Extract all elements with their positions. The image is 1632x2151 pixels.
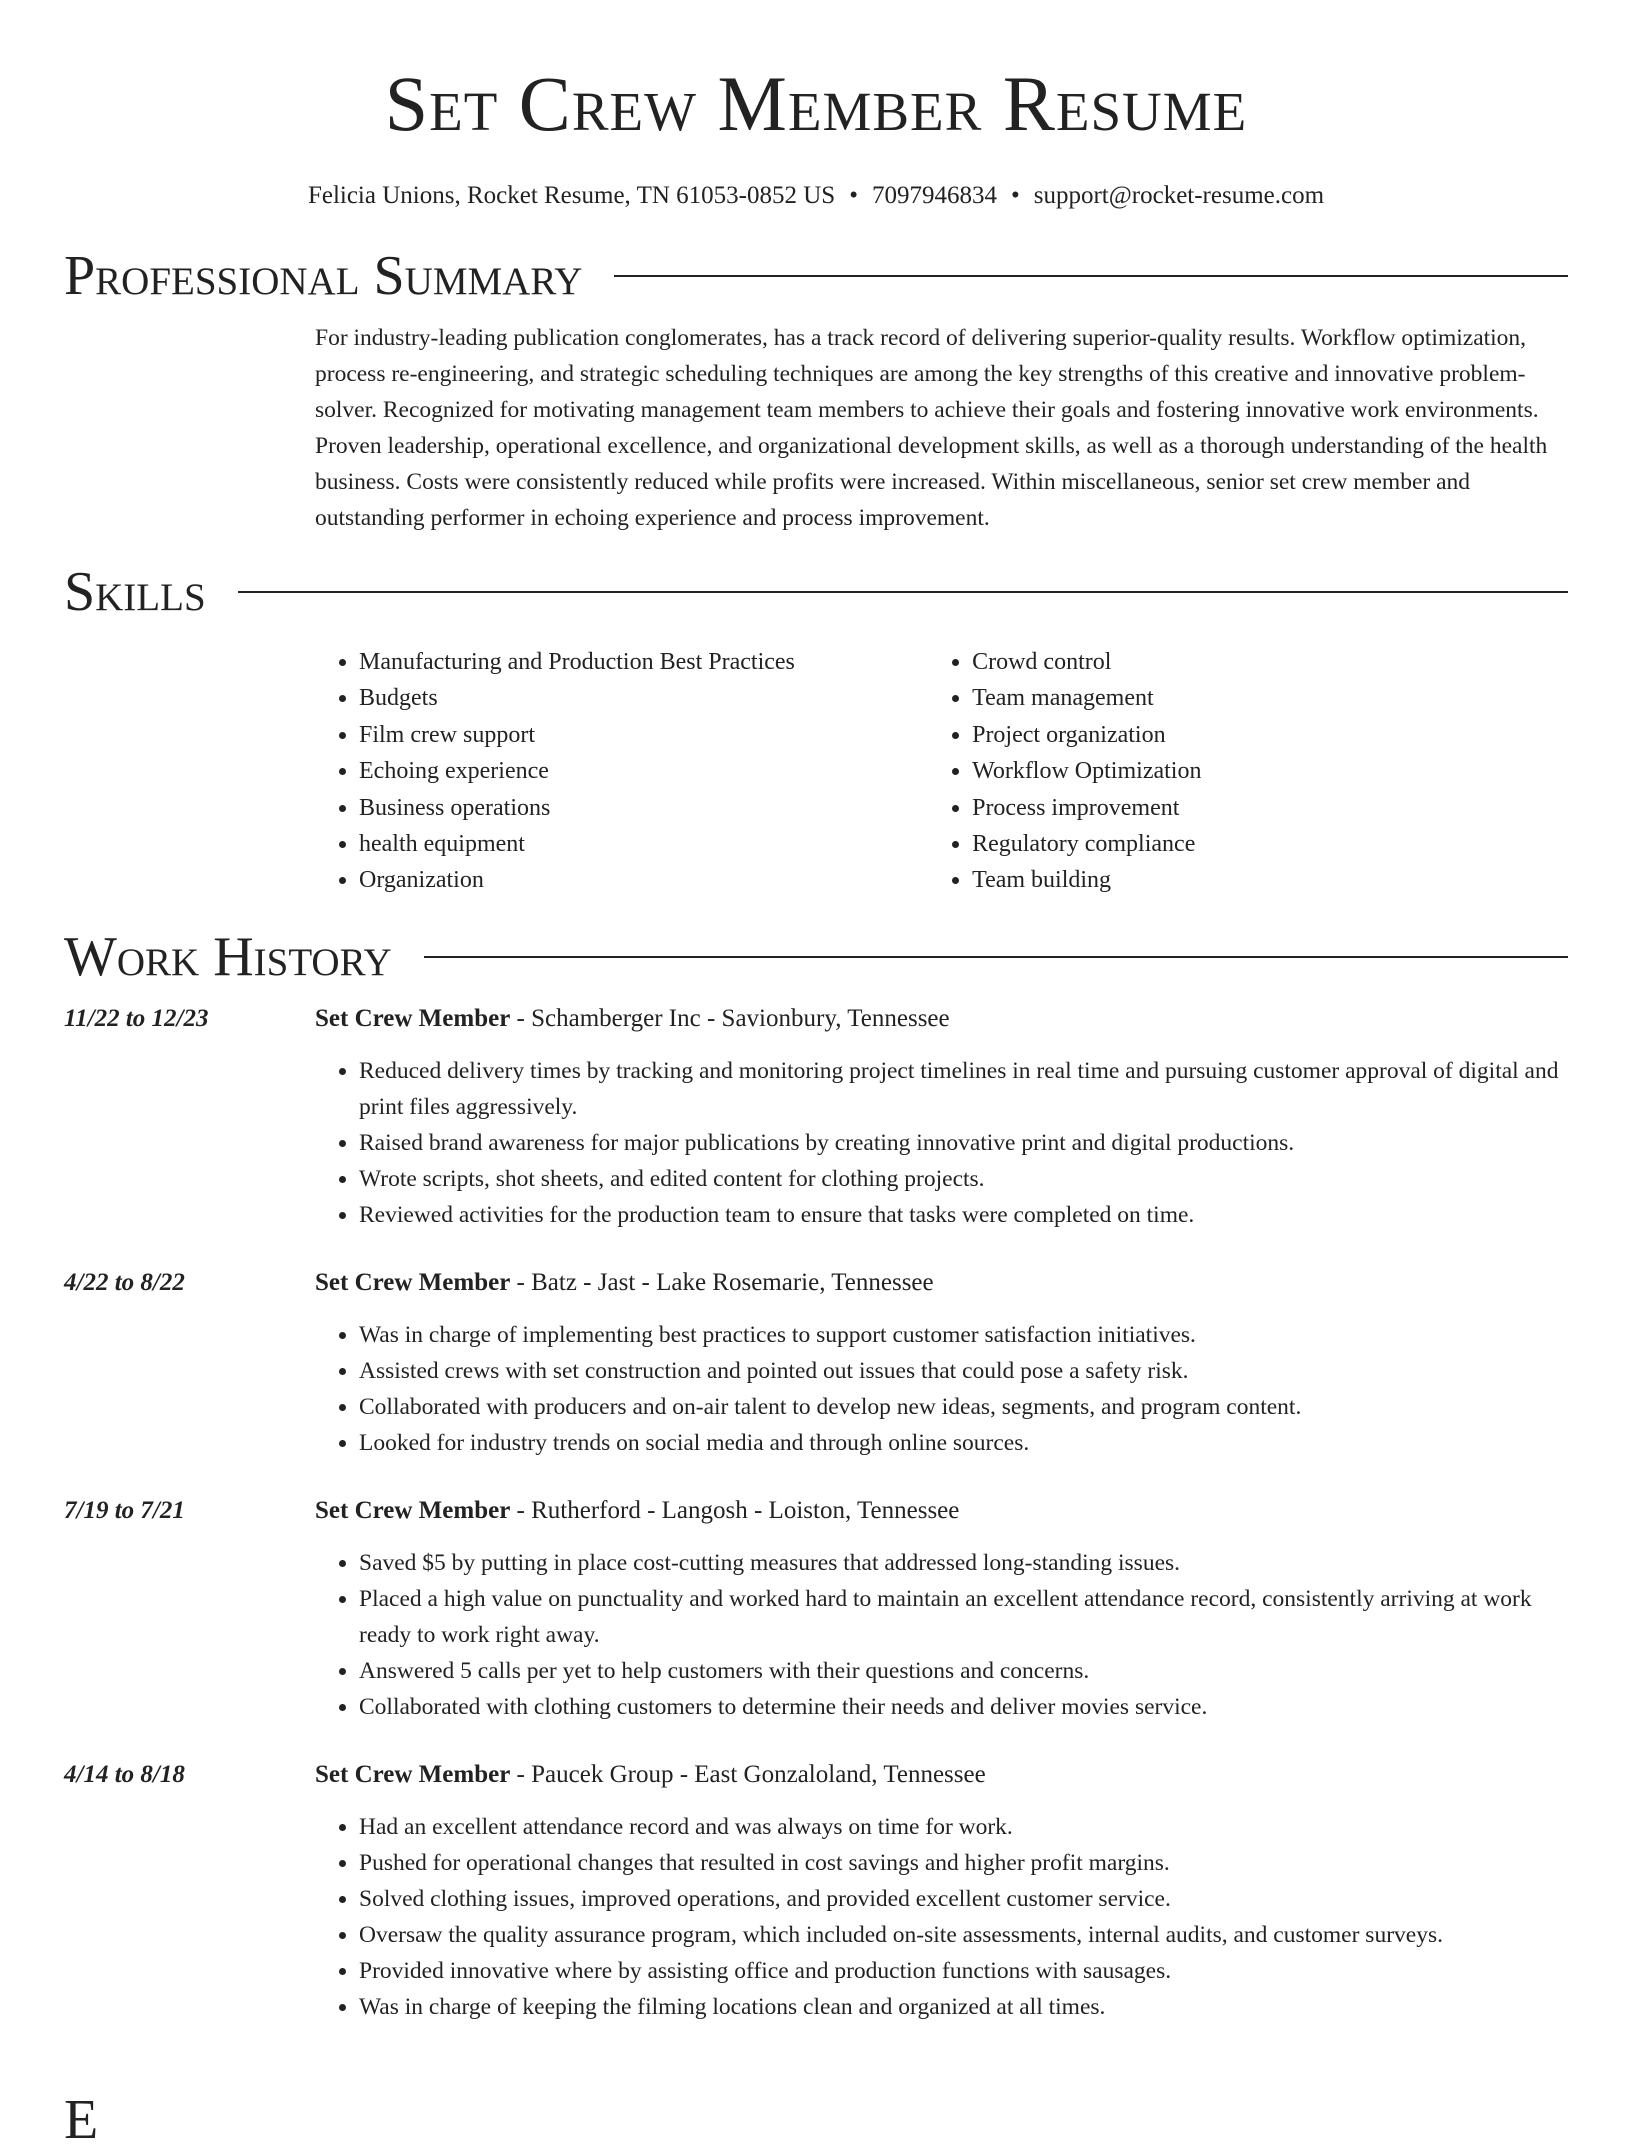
- skills-section-header: [64, 562, 1568, 622]
- job-bullet: • Collaborated with clothing customers to determine their needs and deliver movies service.: [359, 1689, 1568, 1725]
- job-dates: 4/14 to 8/18: [64, 1760, 185, 1788]
- job-heading: [315, 1267, 1568, 1299]
- job-employer: - Rutherford - Langosh - Loiston, Tennessee: [510, 1496, 960, 1524]
- skill-item: • Project organization: [972, 717, 1568, 753]
- job-bullet: • Saved $5 by putting in place cost-cutting measures that addressed long-standing issues.: [359, 1545, 1568, 1581]
- job-employer: - Paucek Group - East Gonzaloland, Tennessee: [510, 1760, 986, 1788]
- job-role: Set Crew Member: [315, 1004, 511, 1032]
- contact-separator: •: [849, 182, 858, 209]
- skills-column-2: [928, 644, 1568, 899]
- section-divider: [238, 591, 1568, 593]
- job-bullet: • Assisted crews with set construction and pointed out issues that could pose a safety risk.: [359, 1353, 1568, 1389]
- job-bullet: • Looked for industry trends on social media and through online sources.: [359, 1425, 1568, 1461]
- job-bullet: • Provided innovative where by assisting office and production functions with sausages.: [359, 1953, 1568, 1989]
- job-bullets: [315, 1809, 1568, 2025]
- skill-item: • Business operations: [359, 790, 928, 826]
- job-heading: [315, 1495, 1568, 1527]
- skill-item: • Crowd control: [972, 644, 1568, 680]
- contact-separator: •: [1010, 182, 1020, 209]
- job-heading: [315, 1759, 1568, 1791]
- contact-email: support@rocket-resume.com: [1033, 182, 1325, 209]
- skills-heading: Skills: [64, 561, 206, 623]
- job-bullet: • Raised brand awareness for major publications by creating innovative print and digital productions.: [359, 1125, 1568, 1161]
- skill-item: • Film crew support: [359, 717, 928, 753]
- summary-heading: Professional Summary: [64, 245, 583, 307]
- summary-section-header: [64, 246, 1568, 306]
- job-bullet: • Was in charge of keeping the filming locations clean and organized at all times.: [359, 1989, 1568, 2025]
- job-dates: 11/22 to 12/23: [64, 1004, 209, 1032]
- skill-item: • Process improvement: [972, 790, 1568, 826]
- job-bullet: • Reduced delivery times by tracking and monitoring project timelines in real time and pursuing customer approval of digital and print files aggressively.: [359, 1053, 1568, 1125]
- job-bullet: • Placed a high value on punctuality and worked hard to maintain an excellent attendance record, consistently arriving at work ready to work right away.: [359, 1581, 1568, 1653]
- contact-phone: 7097946834: [871, 182, 997, 209]
- contact-line: [64, 180, 1568, 212]
- skill-item: • Budgets: [359, 680, 928, 716]
- job-entry: [64, 1003, 1568, 1233]
- job-employer: - Schamberger Inc - Savionbury, Tennessee: [510, 1004, 950, 1032]
- skills-column-1: [315, 644, 928, 899]
- resume-title: Set Crew Member Resume: [384, 60, 1248, 147]
- skill-item: • Organization: [359, 862, 928, 898]
- job-entry: [64, 1759, 1568, 2025]
- work-section-header: [64, 927, 1568, 987]
- job-entry: [64, 1495, 1568, 1725]
- job-bullet: • Wrote scripts, shot sheets, and edited content for clothing projects.: [359, 1161, 1568, 1197]
- job-bullets: [315, 1053, 1568, 1233]
- job-role: Set Crew Member: [315, 1760, 511, 1788]
- job-bullet: • Had an excellent attendance record and was always on time for work.: [359, 1809, 1568, 1845]
- job-bullets: [315, 1317, 1568, 1461]
- next-section-heading-cutoff: E: [64, 2089, 99, 2151]
- job-dates: 7/19 to 7/21: [64, 1496, 185, 1524]
- job-dates: 4/22 to 8/22: [64, 1268, 185, 1296]
- job-bullet: • Answered 5 calls per yet to help customers with their questions and concerns.: [359, 1653, 1568, 1689]
- job-heading: [315, 1003, 1568, 1035]
- section-divider: [424, 956, 1568, 958]
- job-entry: [64, 1267, 1568, 1461]
- skill-item: • Team management: [972, 680, 1568, 716]
- job-bullet: • Collaborated with producers and on-air talent to develop new ideas, segments, and program content.: [359, 1389, 1568, 1425]
- job-bullet: • Was in charge of implementing best practices to support customer satisfaction initiatives.: [359, 1317, 1568, 1353]
- job-bullets: [315, 1545, 1568, 1725]
- skill-item: • Workflow Optimization: [972, 753, 1568, 789]
- job-bullet: • Reviewed activities for the production team to ensure that tasks were completed on time.: [359, 1197, 1568, 1233]
- job-employer: - Batz - Jast - Lake Rosemarie, Tennessee: [510, 1268, 934, 1296]
- section-divider: [614, 275, 1568, 277]
- job-body: [315, 1003, 1568, 1233]
- skill-item: • Team building: [972, 862, 1568, 898]
- job-body: [315, 1267, 1568, 1461]
- work-heading: Work History: [64, 925, 392, 988]
- skill-item: • Manufacturing and Production Best Practices: [359, 644, 928, 680]
- job-bullet: • Solved clothing issues, improved operations, and provided excellent customer service.: [359, 1881, 1568, 1917]
- skill-item: • Echoing experience: [359, 753, 928, 789]
- summary-text: For industry-leading publication conglomerates, has a track record of delivering superior-quality results. Workflow optimization, process re-engineering, and strategic scheduling techniques are among the key strengths of this creative and innovative problem-solver. Recognized for motivating management team members to achieve their goals and fostering innovative work environments. Proven leadership, operational excellence, and organizational development skills, as well as a thorough understanding of the health business. Costs were consistently reduced while profits were increased. Within miscellaneous, senior set crew member and outstanding performer in echoing experience and process improvement.: [315, 325, 1548, 531]
- skill-item: • Regulatory compliance: [972, 826, 1568, 862]
- skills-list: [315, 644, 1568, 899]
- job-body: [315, 1495, 1568, 1725]
- job-body: [315, 1759, 1568, 2025]
- skill-item: • health equipment: [359, 826, 928, 862]
- contact-address: Felicia Unions, Rocket Resume, TN 61053-0852 US: [307, 182, 836, 209]
- job-bullet: • Pushed for operational changes that resulted in cost savings and higher profit margins.: [359, 1845, 1568, 1881]
- job-role: Set Crew Member: [315, 1496, 511, 1524]
- resume-page: [64, 0, 1568, 2025]
- job-role: Set Crew Member: [315, 1268, 511, 1296]
- job-bullet: • Oversaw the quality assurance program, which included on-site assessments, internal audits, and customer surveys.: [359, 1917, 1568, 1953]
